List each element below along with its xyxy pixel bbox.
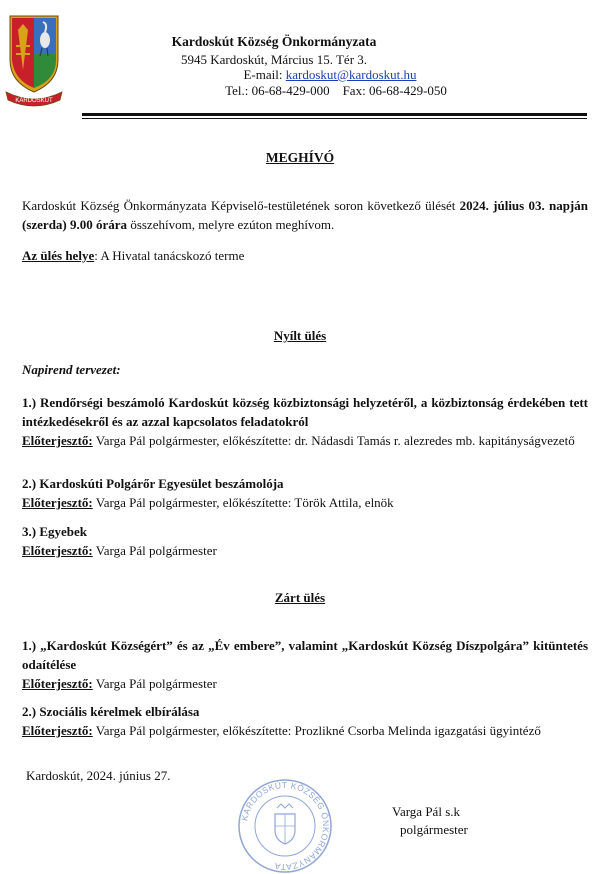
closed-session-heading: Zárt ülés (274, 590, 326, 605)
open-agenda-item-2 (22, 474, 588, 512)
agenda-item-title: 1.) „Kardoskút Községért” és az „Év embere”, valamint „Kardoskút Község Díszpolgára” kitüntetés odaítélése (22, 638, 588, 672)
venue (22, 246, 588, 265)
organization-email-line (120, 67, 540, 83)
header-divider-thin (82, 118, 587, 119)
organization-name: Kardoskút Község Önkormányzata (171, 34, 377, 49)
agenda-item-title: 2.) Kardoskúti Polgárőr Egyesület beszámolója (22, 476, 284, 491)
organization-phone-fax: Tel.: 06-68-429-000 Fax: 06-68-429-050 (225, 83, 447, 98)
presenter: Varga Pál polgármester, előkészítette: Török Attila, elnök (92, 495, 394, 510)
stamp-text: KARDOSKÚT KÖZSÉG ÖNKORMÁNYZATA (239, 779, 332, 873)
intro-text-2: összehívom, melyre ezúton meghívom. (127, 217, 335, 232)
closed-agenda-item-2 (22, 702, 588, 740)
invitation-text (22, 196, 588, 234)
agenda-label: Napirend tervezet: (22, 362, 121, 377)
open-agenda-item-1 (22, 393, 588, 450)
intro-text-1: Kardoskút Község Önkormányzata Képviselő-testületének soron következő ülését (22, 198, 460, 213)
agenda-item-title: 3.) Egyebek (22, 524, 87, 539)
signer-name: Varga Pál s.k (392, 804, 461, 819)
place-and-date: Kardoskút, 2024. június 27. (26, 768, 171, 783)
crest-banner-text: KARDOSKÚT (15, 98, 53, 104)
organization-address: 5945 Kardoskút, Március 15. Tér 3. (180, 52, 368, 67)
closed-agenda-item-1 (22, 636, 588, 693)
header-divider (82, 113, 587, 116)
presenter-label: Előterjesztő: (22, 723, 93, 738)
email-link[interactable]: kardoskut@kardoskut.hu (285, 67, 417, 82)
presenter-label: Előterjesztő: (22, 433, 93, 448)
venue-value: : A Hivatal tanácskozó terme (94, 248, 245, 263)
open-agenda-item-3 (22, 522, 588, 560)
document-title: MEGHÍVÓ (265, 150, 335, 165)
agenda-item-title: 2.) Szociális kérelmek elbírálása (22, 704, 200, 719)
presenter: Varga Pál polgármester, előkészítette: dr. Nádasdi Tamás r. alezredes mb. kapitányságvezető (92, 433, 575, 448)
agenda-item-title: 1.) Rendőrségi beszámoló Kardoskút község közbiztonsági helyzetéről, a közbiztonság érdekében tett intézkedésekről és az azzal kapcsolatos feladatokról (22, 395, 588, 429)
presenter-label: Előterjesztő: (22, 676, 93, 691)
coat-of-arms-logo (4, 10, 64, 110)
signer-role: polgármester (400, 822, 468, 837)
presenter-label: Előterjesztő: (22, 495, 93, 510)
signature-block (392, 803, 522, 839)
presenter: Varga Pál polgármester (92, 676, 217, 691)
meeting-date: 2024. július 03. napján (szerda) 9.00 órára (22, 198, 588, 232)
official-stamp (237, 778, 333, 874)
presenter-label: Előterjesztő: (22, 543, 93, 558)
presenter: Varga Pál polgármester (92, 543, 217, 558)
presenter: Varga Pál polgármester, előkészítette: Prozlikné Csorba Melinda igazgatási ügyintéző (92, 723, 541, 738)
email-label: E-mail: (243, 67, 286, 82)
open-session-heading: Nyílt ülés (273, 328, 327, 343)
venue-label: Az ülés helye (22, 248, 95, 263)
